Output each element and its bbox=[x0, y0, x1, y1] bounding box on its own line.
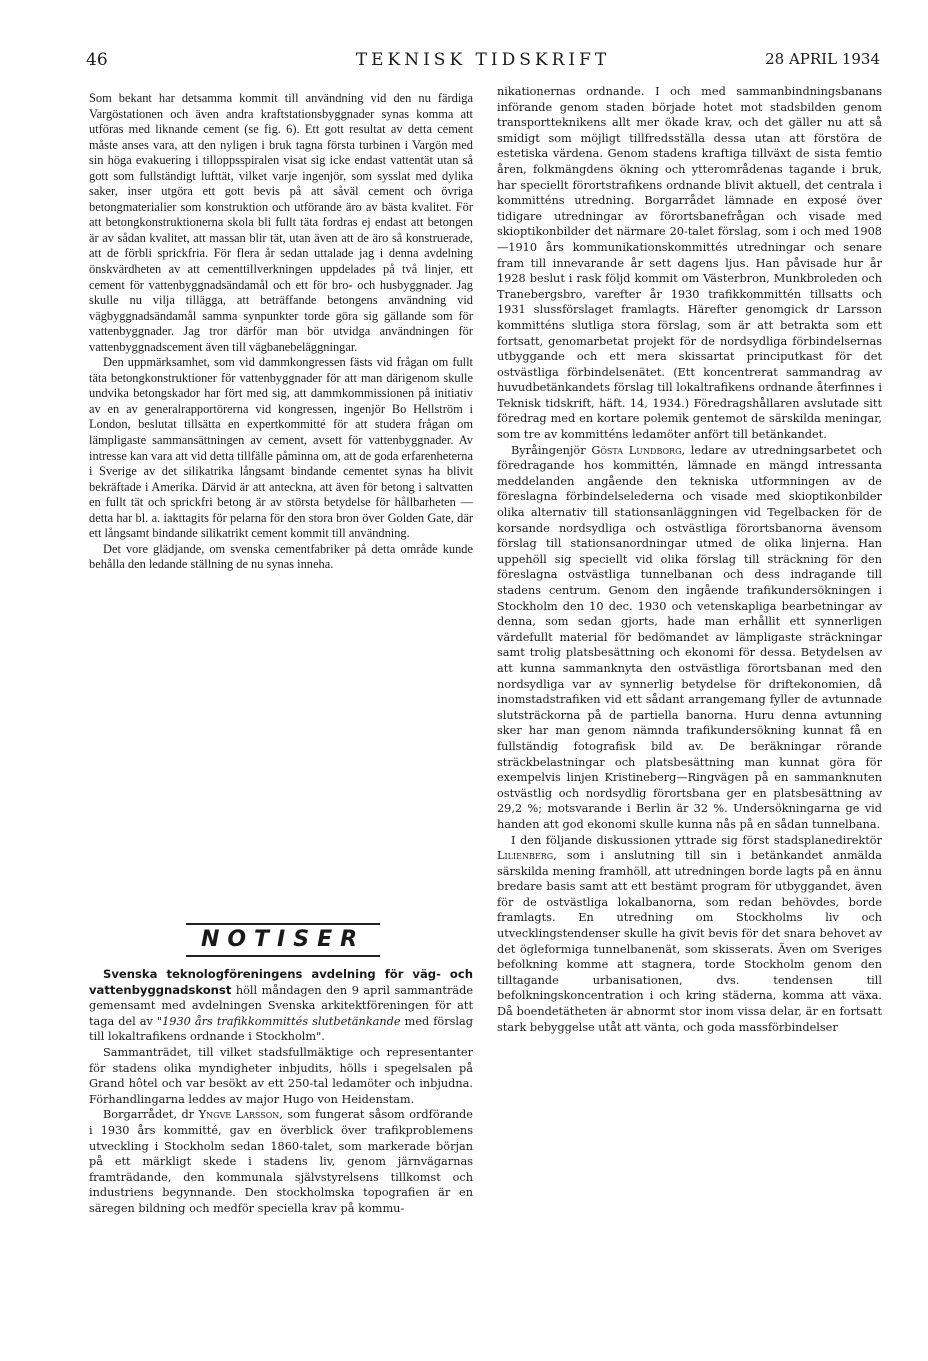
paragraph: nikationernas ordnande. I och med sammanbindningsbanans införande genom staden började hotet mot stadsbilden genom transportteknikens allt mer ökade krav, och det gäller nu att så smidigt som möjligt tillfredsställa dessa utan att förstöra de estetiska värdena. Genom stadens kraftiga tillväxt de sista femtio åren, folkmängdens ökning och ytterområdenas tagande i bruk, har speciellt förortstrafikens ordnande blivit aktuell, det centrala i kommitténs utredning. Borgarrådet lämnade en exposé över tidigare utredningar av förortsbanefrågan och visade med skioptikonbilder det närmare 20-talet förslag, som i och med 1908—1910 års kommunikationskommittés utredningar och senare fram till innevarande år sett dagens ljus. Han påvisade hur år 1928 beslut i rask följd kommit om Västerbron, Munkbroleden och Tranebergsbro, varefter år 1930 trafikkommittén tillsatts och 1931 slussförslaget framlagts. Härefter genomgick dr Larsson kommitténs slutliga stora förslag, som är att betrakta som ett fortsatt, genomarbetat projekt för de nordsydliga förbindelsernas utbyggande och ett mera skissartat principutkast för det ostvästliga förbindelsenätet. (Ett koncentrerat sammandrag av huvudbetänkandets förslag till lokaltrafikens ordnande återfinnes i Teknisk tidskrift, häft. 14, 1934.) Föredragshållaren avslutade sitt föredrag med en kortare polemik gentemot de särskilda meningar, som tre av kommitténs ledamöter anfört till betänkandet. bbox=[497, 85, 882, 442]
section-heading: NOTISER bbox=[200, 927, 366, 952]
paragraph: Sammanträdet, till vilket stadsfullmäktige och representanter för stadens olika myndigheter inbjudits, hölls i spegelsalen på Grand hôtel och var besökt av ett 250-tal ledamöter och inbjudna. Förhandlingarna leddes av major Hugo von Heidenstam. bbox=[89, 1045, 473, 1106]
text-run: Borgarrådet, dr bbox=[103, 1108, 199, 1122]
text-run: Byråingenjör bbox=[511, 443, 592, 457]
text-run: , som i anslutning till sin i betänkandet anmälda särskilda mening framhöll, att utredningen borde lagts på en ännu bredare basis samt att ett bestämt program för utbyggandet, även för de ostvästliga lokalbanorna, som redan behövdes, borde framlagts. En utredning om Stockholms liv och utvecklingstendenser skulle ha givit bevis för det snara behovet av det ögleformiga tunnelbanenät, som skisserats. Även om Sveriges befolkning komme att stagnera, torde Stockholm genom den tilltagande urbanisationen, dvs. tendensen till befolkningskoncentration i och kring städerna, komma att växa. Då boendetätheten är abnormt stor inom vissa delar, är en fortsatt stark bebyggelse utåt att vänta, och goda massförbindelser bbox=[497, 849, 882, 1034]
person-name: Gösta Lundborg bbox=[591, 443, 682, 457]
person-name: Lilienberg bbox=[497, 849, 554, 863]
right-column bbox=[497, 84, 882, 1035]
paragraph bbox=[497, 443, 882, 833]
paragraph bbox=[89, 967, 473, 1045]
person-name: Yngve Larsson bbox=[198, 1108, 280, 1122]
text-run: , ledare av utredningsarbetet och föredragande hos kommittén, lämnade en mängd intressanta meddelanden angående den tekniska utformningen av de föreslagna förbindelselederna och visade med skioptikonbilder olika alternativ till stationsanläggningen vid Tegelbacken för de korsande nordsydliga och ostvästliga förortsbanorna ävensom förslag till stationsanordningar utmed de olika linjerna. Han uppehöll sig speciellt vid olika förslag till sträckning för den föreslagna ostvästliga tunnelbanan och dess indragande till stadens centrum. Genom den ingående trafikundersökningen i Stockholm den 10 dec. 1930 och vetenskapliga bearbetningar av denna, som sedan gjorts, hade man erhållit ett synnerligen värdefullt material för bedömandet av lämpligaste sträckningar samt trolig platsbesättning och ekonomi för dessa. Betydelsen av att kunna sammanknyta den ostvästliga förortsbanan med den nordsydliga var av synnerlig betydelse för driftekonomien, då inomstadstrafiken vid ett sådant arrangemang fyller de avtunnade slutsträckorna på de partiella banorna. Huru denna avtunning sker har man genom nämnda trafikundersökning kunnat få en fullständig fotografisk bild av. De beräkningar rörande sträckbelastningar och platsbesättning man kunnat göra för exempelvis linjen Kristineberg—Ringvägen på en sammanknuten ostvästlig och nordsydlig förortsbana ger en platsbesättning av 29,2 %; motsvarande i Berlin är 32 %. Undersökningarna ge vid handen att god ekonomi skulle kunna nås på en sådan tunnelbana. bbox=[497, 443, 882, 831]
heading-rule-bottom bbox=[186, 955, 380, 957]
lead-heading: Svenska teknologföreningens avdelning för väg- och vattenbyggnadskonst bbox=[89, 967, 473, 997]
notiser-column bbox=[89, 967, 473, 1217]
page-header bbox=[86, 50, 880, 74]
paragraph bbox=[89, 1107, 473, 1216]
italic-title: "1930 års trafikkommittés slutbetänkande bbox=[156, 1014, 401, 1028]
paragraph bbox=[497, 833, 882, 1036]
paragraph: Det vore glädjande, om svenska cementfabriker på detta område kunde behålla den ledande ställning de nu synas inneha. bbox=[89, 541, 473, 572]
issue-date: 28 APRIL 1934 bbox=[765, 50, 880, 68]
page-number: 46 bbox=[86, 50, 108, 70]
paragraph: Den uppmärksamhet, som vid dammkongressen fästs vid frågan om fullt täta betongkonstruktioner för vattenbyggnader för att man därigenom skulle undvika betongskador har fört med sig, att dammkommissionen på initiativ av en av generalrapportörerna vid kongressen, ingenjör Bo Hellström i London, beslutat tillsätta en expertkommitté för att studera frågan om lämpligaste sammansättningen av cement, avsett för vattenbyggnader. Av intresse kan vara att vid detta tillfälle påminna om, att de goda erfarenheterna i Sverige av det silikatrika långsamt bindande cementet synas ha blivit bekräftade i Amerika. Därvid är att anteckna, att även för betong i saltvatten en fullt tät och sprickfri betong är av största betydelse för hållbarheten — detta har bl. a. iakttagits för pelarna för den stora bron över Golden Gate, där ett långsamt bindande silikatrikt cement kommit till användning. bbox=[89, 355, 473, 541]
section-heading-box bbox=[186, 923, 380, 957]
text-run: , som fungerat såsom ordförande i 1930 års kommitté, gav en överblick över trafikproblemens utveckling i Stockholm sedan 1860-talet, som markerade början på ett märkligt skede i stadens liv, genom järnvägarnas framträdande, den kommunala självstyrelsens tillkomst och industriens begynnande. Den stockholmska topografien är en säregen bildning och medför speciella krav på kommu- bbox=[89, 1108, 473, 1215]
paragraph: Som bekant har detsamma kommit till användning vid den nu färdiga Vargöstationen och även andra kraftstationsbyggnader synas komma att utföras med liknande cement (se fig. 6). Ett gott resultat av detta cement måste anses vara, att den nyligen i bruk tagna första turbinen i Vargön med sin höga evakuering i tilloppsspiralen visat sig icke endast vattentät utan så gott som fullständigt lufttät, vilket varje ingenjör, som sysslat med dylika saker, inser utgöra ett gott bevis på att såväl cement och övriga betongmaterialier som konstruktion och utförande äro av bästa kvalitet. För att betongkonstruktionerna skola bli fullt täta fordras ej endast att betongen är av sådan kvalitet, att massan blir tät, utan även att de äro så konstruerade, att de förbli sprickfria. För flera år sedan uttalade jag i denna avdelning önskvärdheten av att cementtillverkningen uppdelades på två linjer, ett cement för vattenbyggnadsändamål och ett för bro- och husbyggnader. Jag skulle nu vilja tillägga, att beträffande betongens användning vid vägbyggnadsändamål samma synpunkter torde göra sig gällande som för vattenbyggnader. Jag tror därför man bör utvidga användningen för vattenbyggnadscement även till vägbanebeläggningar. bbox=[89, 91, 473, 354]
text-run: höll måndagen den 9 april sammanträde gemensamt med avdelningen Svenska arkitektföreningen för att taga del av bbox=[89, 983, 473, 1028]
text-run: med förslag till lokaltrafikens ordnande i Stockholm". bbox=[89, 1014, 473, 1044]
left-column bbox=[89, 91, 473, 573]
text-run: I den följande diskussionen yttrade sig först stadsplanedirektör bbox=[511, 833, 882, 847]
journal-title: TEKNISK TIDSKRIFT bbox=[355, 50, 611, 70]
